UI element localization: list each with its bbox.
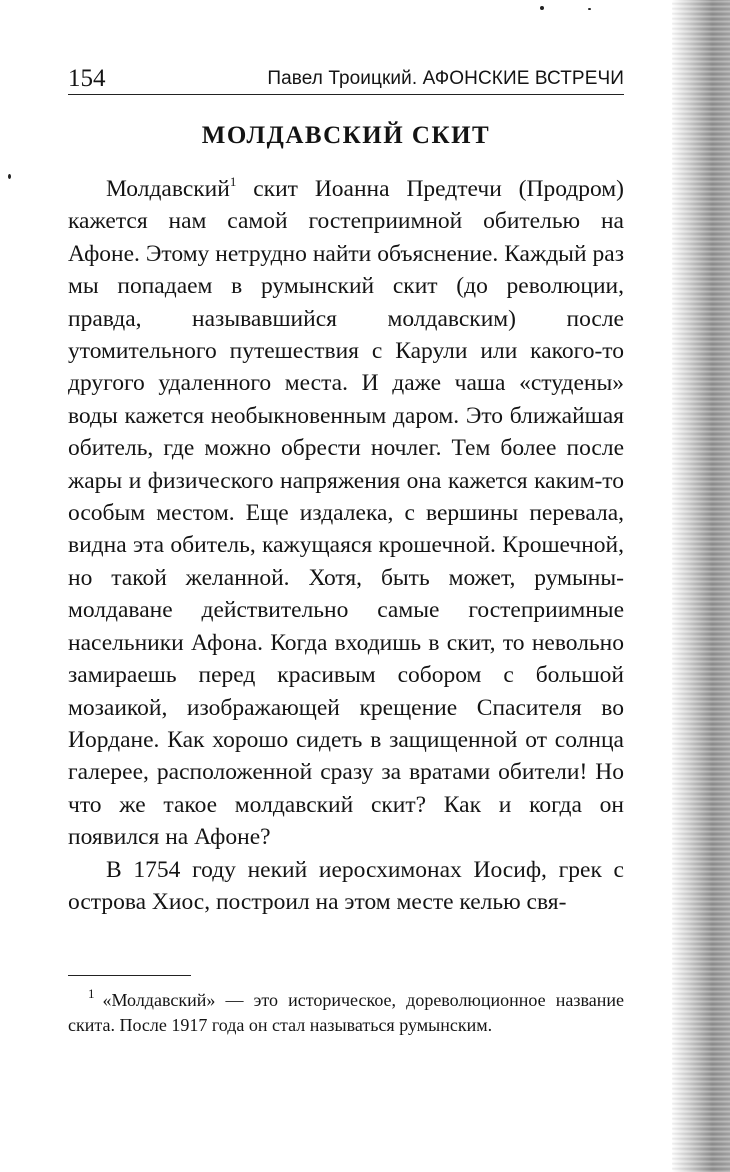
paragraph-2: В 1754 году некий иеросхимонах Иосиф, грек с острова Хиос, построил на этом месте келью свя- — [68, 856, 624, 915]
footnote-text: «Молдавский» — это историческое, дореволюционное название скита. После 1917 года он стал называться румынским. — [68, 990, 624, 1035]
footnote — [68, 988, 624, 1038]
scan-speck — [588, 8, 591, 10]
body-text — [68, 173, 624, 918]
footnote-mark: 1 — [88, 986, 95, 1001]
paragraph-1-start: Молдавский — [106, 176, 230, 202]
scan-edge-shadow — [672, 0, 730, 1172]
paragraph-1-rest: скит Иоанна Предтечи (Продром) кажется нам самой гостеприимной обителью на Афоне. Этому нетрудно найти объяснение. Каждый раз мы попадаем в румынский скит (до революции, правда, называвшийся молдавским) после утомительного путешествия с Карули или какого-то другого удаленного места. И даже чаша «студены» воды кажется необыкновенным даром. Это ближайшая обитель, где можно обрести ночлег. Тем более после жары и физического напряжения она кажется каким-то особым местом. Еще издалека, с вершины перевала, видна эта обитель, кажущаяся крошечной. Крошечной, но такой желанной. Хотя, быть может, румыны-молдаване действительно самые гостеприимные насельники Афона. Когда входишь в скит, то невольно замираешь перед красивым собором с большой мозаикой, изображающей крещение Спасителя во Иордане. Как хорошо сидеть в защищенной от солнца галерее, расположенной сразу за вратами обители! Но что же такое молдавский скит? Как и когда он появился на Афоне? — [68, 176, 624, 851]
page-number: 154 — [68, 65, 106, 92]
running-head — [68, 66, 624, 95]
scan-speck — [540, 6, 544, 10]
chapter-title: МОЛДАВСКИЙ СКИТ — [201, 122, 491, 149]
footnote-reference[interactable]: 1 — [229, 174, 237, 189]
running-title: Павел Троицкий. АФОНСКИЕ ВСТРЕЧИ — [267, 68, 624, 89]
scan-speck — [8, 174, 11, 179]
paragraph-1 — [68, 173, 624, 854]
footnote-divider — [68, 975, 191, 976]
